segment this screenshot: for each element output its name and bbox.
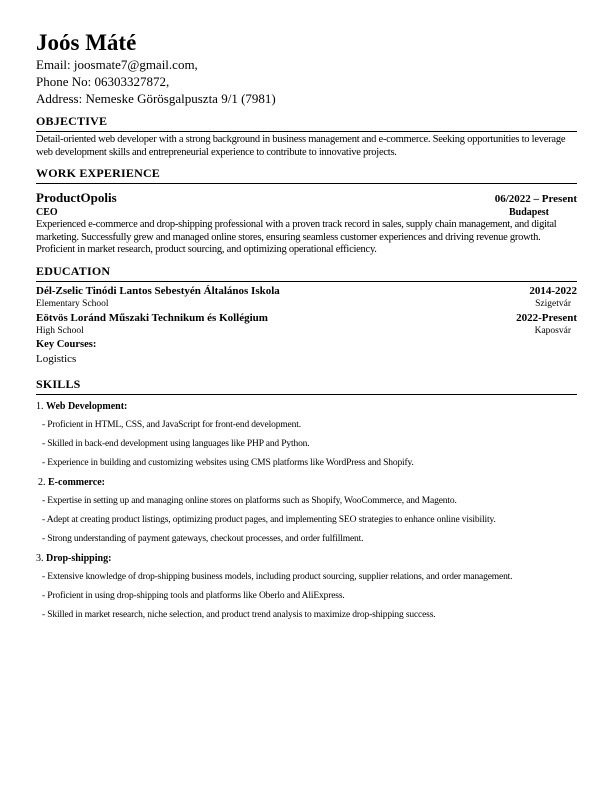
job-dates: 06/2022 – Present <box>494 193 577 205</box>
school-years: 2022-Present <box>516 311 577 324</box>
skill-item: - Proficient in HTML, CSS, and JavaScript for front-end development. <box>42 419 301 430</box>
skill-group-number: 2. <box>38 476 46 488</box>
skill-group-number: 1. <box>36 400 44 412</box>
skill-item: - Skilled in back-end development using languages like PHP and Python. <box>42 438 310 449</box>
skill-group <box>36 549 577 625</box>
skill-group-name: Web Development: <box>46 400 128 412</box>
job-description: Experienced e-commerce and drop-shipping professional with a proven track record in sales, supply chain management, and digital marketing. Successfully grew and managed online stores, ensuring seamless customer experiences and driving revenue growth. Proficient in market research, product sourcing, and optimizing operational efficiency. <box>36 219 557 255</box>
education-section <box>36 264 577 366</box>
work-experience-section <box>36 166 577 257</box>
candidate-name: Joós Máté <box>36 30 137 55</box>
section-title-education: EDUCATION <box>36 264 577 282</box>
skill-group-number: 3. <box>36 552 44 564</box>
email-line: Email: joosmate7@gmail.com, <box>36 57 198 72</box>
phone-line: Phone No: 06303327872, <box>36 74 170 89</box>
skill-item: - Skilled in market research, niche selection, and product trend analysis to maximize drop-shipping success. <box>42 609 436 620</box>
school-location: Szigetvár <box>535 298 571 309</box>
skill-group <box>36 473 577 549</box>
skill-item: - Strong understanding of payment gateways, checkout processes, and order fulfillment. <box>42 533 364 544</box>
objective-text: Detail-oriented web developer with a strong background in business management and e-commerce. Seeking opportunities to leverage web development skills and entrepreneurial experience to contribute to innovative projects. <box>36 134 566 158</box>
address-line: Address: Nemeske Görösgalpuszta 9/1 (7981) <box>36 91 276 106</box>
school-name: Eötvös Loránd Műszaki Technikum és Kollégium <box>36 311 268 324</box>
skill-item: - Adept at creating product listings, optimizing product pages, and implementing SEO strategies to enhance online visibility. <box>42 514 496 525</box>
skill-item: - Proficient in using drop-shipping tools and platforms like Oberlo and AliExpress. <box>42 590 345 601</box>
education-entry <box>36 311 577 338</box>
skill-group-name: Drop-shipping: <box>46 552 112 564</box>
school-type: High School <box>36 325 84 336</box>
skills-section <box>36 377 577 625</box>
school-years: 2014-2022 <box>529 284 577 297</box>
job-role: CEO <box>36 207 58 218</box>
resume-header <box>36 30 577 107</box>
key-courses-value: Logistics <box>36 352 77 365</box>
skill-item: - Experience in building and customizing websites using CMS platforms like WordPress and Shopify. <box>42 457 414 468</box>
school-location: Kaposvár <box>534 325 571 336</box>
skill-item: - Expertise in setting up and managing online stores on platforms such as Shopify, WooCommerce, and Magento. <box>42 495 457 506</box>
section-title-skills: SKILLS <box>36 377 577 395</box>
key-courses-label: Key Courses: <box>36 338 97 350</box>
skill-group-name: E-commerce: <box>48 476 106 488</box>
job-company: ProductOpolis <box>36 190 117 205</box>
job-location: Budapest <box>508 207 549 218</box>
objective-section <box>36 114 577 159</box>
resume-page <box>36 30 577 625</box>
section-title-objective: OBJECTIVE <box>36 114 577 132</box>
school-type: Elementary School <box>36 298 109 309</box>
skill-item: - Extensive knowledge of drop-shipping business models, including product sourcing, supplier relations, and order management. <box>42 571 513 582</box>
school-name: Dél-Zselic Tinódi Lantos Sebestyén Általános Iskola <box>36 284 280 297</box>
section-title-work-experience: WORK EXPERIENCE <box>36 166 577 184</box>
job-entry <box>36 190 577 257</box>
education-entry <box>36 284 577 311</box>
skill-group <box>36 397 577 473</box>
